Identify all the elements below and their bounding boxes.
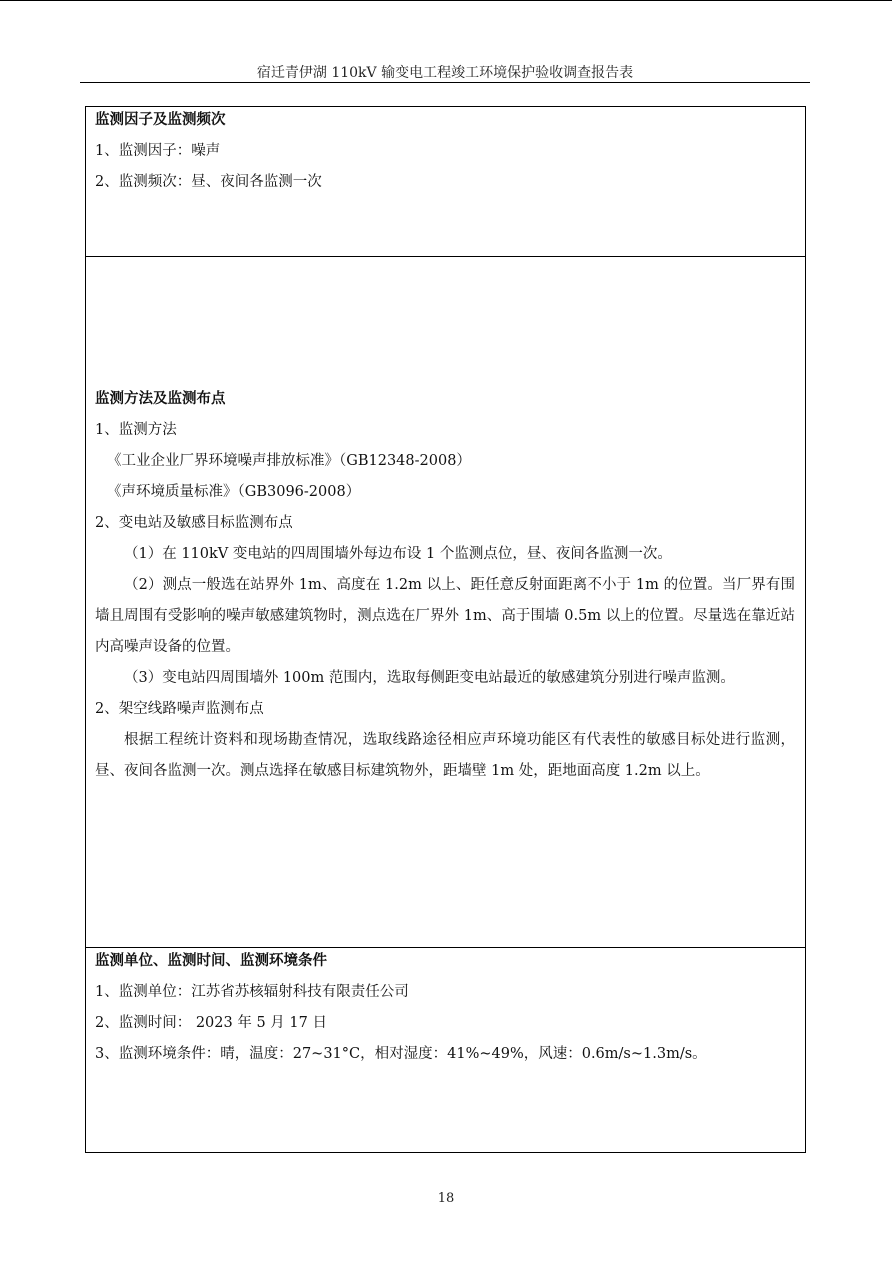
factor-line: 1、监测因子：噪声 (95, 143, 221, 159)
substation-title: 2、变电站及敏感目标监测布点 (95, 515, 293, 531)
page-top-border (0, 0, 892, 1)
monitoring-methods-section (85, 256, 806, 948)
monitoring-conditions-section (85, 947, 806, 1153)
section-heading-methods: 监测方法及监测布点 (95, 391, 226, 407)
monitoring-date-line: 2、监测时间： 2023 年 5 月 17 日 (95, 1015, 327, 1031)
overhead-line-text: 根据工程统计资料和现场勘查情况，选取线路途径相应声环境功能区有代表性的敏感目标处进行监测，昼、夜间各监测一次。测点选择在敏感目标建筑物外，距墙壁 1m 处，距地面高度 1.2m 以上。 (95, 732, 795, 779)
page-number: 18 (437, 1191, 455, 1206)
standard-line: 《声环境质量标准》（GB3096-2008） (107, 484, 361, 500)
monitoring-unit-line: 1、监测单位：江苏省苏核辐射科技有限责任公司 (95, 984, 409, 1000)
document-header: 宿迁青伊湖 110kV 输变电工程竣工环境保护验收调查报告表 (256, 65, 634, 81)
standard-line: 《工业企业厂界环境噪声排放标准》（GB12348-2008） (107, 453, 471, 469)
substation-point: （3）变电站四周围墙外 100m 范围内，选取每侧距变电站最近的敏感建筑分别进行噪声监测。 (124, 670, 735, 686)
monitoring-factors-section (85, 106, 806, 257)
section-heading-conditions: 监测单位、监测时间、监测环境条件 (95, 953, 327, 969)
frequency-line: 2、监测频次：昼、夜间各监测一次 (95, 174, 322, 190)
header-rule (80, 82, 810, 83)
environment-conditions-line: 3、监测环境条件：晴，温度：27~31°C，相对湿度：41%~49%，风速：0.6m/s~1.3m/s。 (95, 1046, 707, 1062)
substation-point: （2）测点一般选在站界外 1m、高度在 1.2m 以上、距任意反射面距离不小于 1m 的位置。当厂界有围墙且周围有受影响的噪声敏感建筑物时，测点选在厂界外 1m、高于围墙 0.5m 以上的位置。尽量选在靠近站内高噪声设备的位置。 (95, 577, 795, 655)
method-title: 1、监测方法 (95, 422, 177, 438)
substation-point: （1）在 110kV 变电站的四周围墙外每边布设 1 个监测点位，昼、夜间各监测一次。 (124, 546, 672, 562)
section-heading-factors: 监测因子及监测频次 (95, 112, 226, 128)
overhead-line-title: 2、架空线路噪声监测布点 (95, 701, 264, 717)
